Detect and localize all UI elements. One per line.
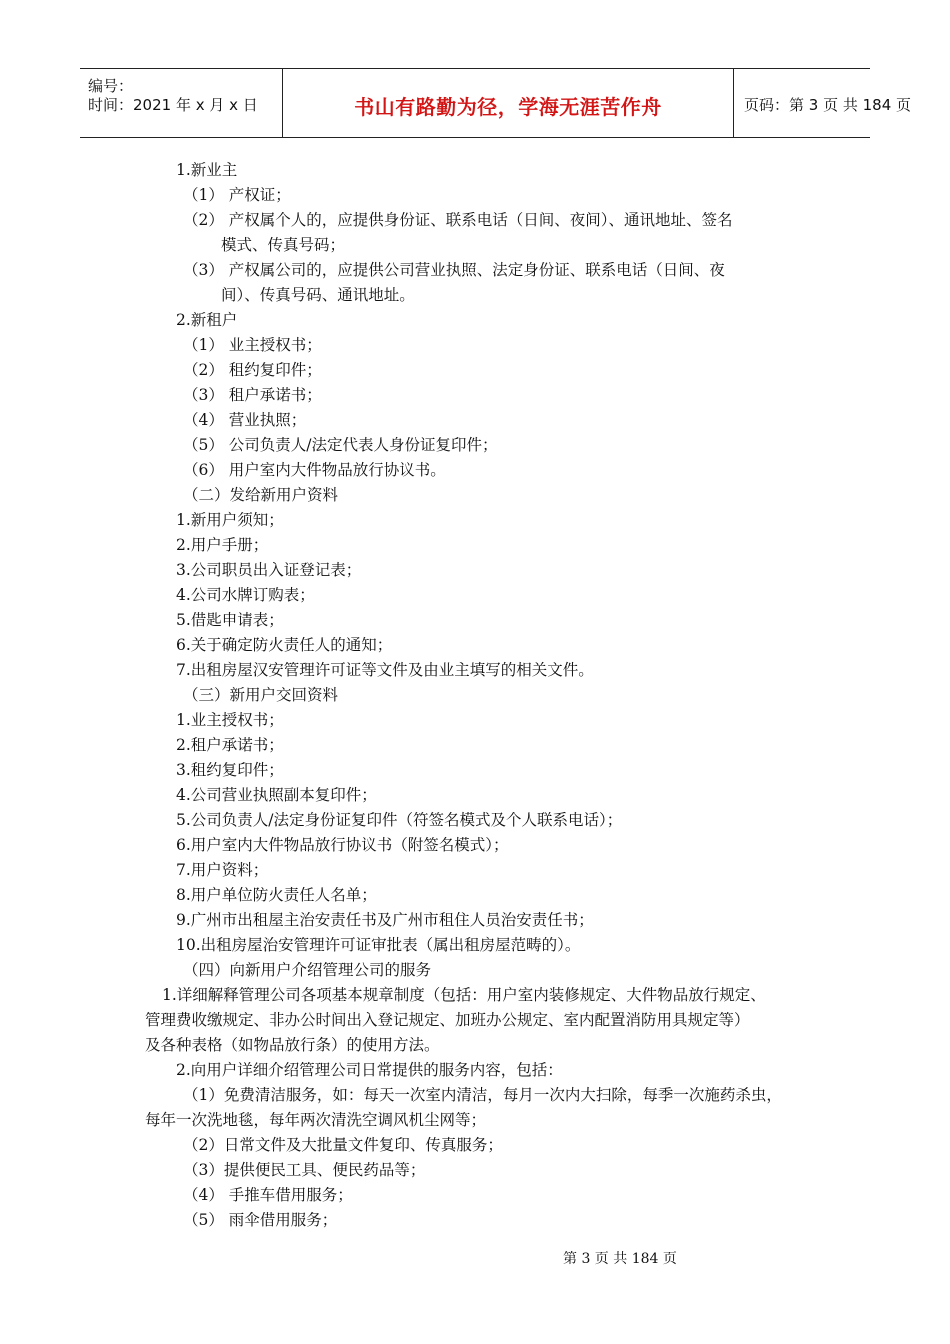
body-line: 7.用户资料； <box>176 861 269 879</box>
body-line: 6.用户室内大件物品放行协议书（附签名模式）； <box>176 836 509 854</box>
body-line: 2.租户承诺书； <box>176 736 284 754</box>
body-line: 6.关于确定防火责任人的通知； <box>176 636 393 654</box>
section-heading: （二）发给新用户资料 <box>183 486 339 504</box>
body-line: 模式、传真号码； <box>221 236 346 254</box>
body-line: 10.出租房屋治安管理许可证审批表（属出租房屋范畴的）。 <box>176 936 581 954</box>
body-line: 每年一次洗地毯，每年两次清洗空调风机尘网等； <box>145 1111 487 1129</box>
body-line: （2）日常文件及大批量文件复印、传真服务； <box>183 1136 503 1154</box>
body-line: （1） 业主授权书； <box>183 336 322 354</box>
section-heading: （三）新用户交回资料 <box>183 686 339 704</box>
header-slogan: 书山有路勤为径，学海无涯苦作舟 <box>354 95 662 119</box>
footer-page-number: 第 3 页 共 184 页 <box>563 1251 677 1267</box>
body-line: 1.新用户须知； <box>176 511 284 529</box>
body-line: （1） 产权证； <box>183 186 291 204</box>
body-line: （5） 公司负责人/法定代表人身份证复印件； <box>183 436 498 454</box>
body-line: 8.用户单位防火责任人名单； <box>176 886 377 904</box>
body-line: 1.业主授权书； <box>176 711 284 729</box>
body-line: 管理费收缴规定、非办公时间出入登记规定、加班办公规定、室内配置消防用具规定等） <box>145 1011 750 1029</box>
body-line: 2.向用户详细介绍管理公司日常提供的服务内容，包括： <box>176 1061 563 1079</box>
body-line: 5.公司负责人/法定身份证复印件（符签名模式及个人联系电话）； <box>176 811 623 829</box>
body-line: （2） 产权属个人的，应提供身份证、联系电话（日间、夜间）、通讯地址、签名 <box>183 211 733 229</box>
page-header <box>80 68 912 138</box>
header-middle-cell <box>283 69 734 137</box>
body-line: 4.公司营业执照副本复印件； <box>176 786 377 804</box>
document-date: 时间：2021 年 x 月 x 日 <box>88 96 258 114</box>
body-line: 5.借匙申请表； <box>176 611 284 629</box>
body-line: （3） 租户承诺书； <box>183 386 322 404</box>
body-line: 3.公司职员出入证登记表； <box>176 561 362 579</box>
body-line: 1.新业主 <box>176 161 238 179</box>
body-line: 1.详细解释管理公司各项基本规章制度（包括：用户室内装修规定、大件物品放行规定、 <box>162 986 766 1004</box>
body-line: 及各种表格（如物品放行条）的使用方法。 <box>145 1036 440 1054</box>
body-line: 4.公司水牌订购表； <box>176 586 315 604</box>
body-line: （4） 营业执照； <box>183 411 307 429</box>
header-page-info: 页码：第 3 页 共 184 页 <box>744 96 912 114</box>
body-line: 9.广州市出租屋主治安责任书及广州市租住人员治安责任书； <box>176 911 594 929</box>
body-line: （3）提供便民工具、便民药品等； <box>183 1161 426 1179</box>
body-line: 7.出租房屋汉安管理许可证等文件及由业主填写的相关文件。 <box>176 661 594 679</box>
body-line: （4） 手推车借用服务； <box>183 1186 353 1204</box>
body-line: （2） 租约复印件； <box>183 361 322 379</box>
body-line: （5） 雨伞借用服务； <box>183 1211 338 1229</box>
body-line: 2.新租户 <box>176 311 238 329</box>
header-right-cell <box>734 69 912 137</box>
body-line: （3） 产权属公司的，应提供公司营业执照、法定身份证、联系电话（日间、夜 <box>183 261 725 279</box>
body-line: 3.租约复印件； <box>176 761 284 779</box>
document-number-label: 编号： <box>88 77 134 95</box>
section-heading: （四）向新用户介绍管理公司的服务 <box>183 961 432 979</box>
body-line: 2.用户手册； <box>176 536 269 554</box>
header-left-cell <box>80 69 283 137</box>
body-line: （6） 用户室内大件物品放行协议书。 <box>183 461 446 479</box>
body-line: 间）、传真号码、通讯地址。 <box>221 286 415 304</box>
body-line: （1）免费清洁服务，如：每天一次室内清洁，每月一次内大扫除，每季一次施药杀虫， <box>183 1086 782 1104</box>
